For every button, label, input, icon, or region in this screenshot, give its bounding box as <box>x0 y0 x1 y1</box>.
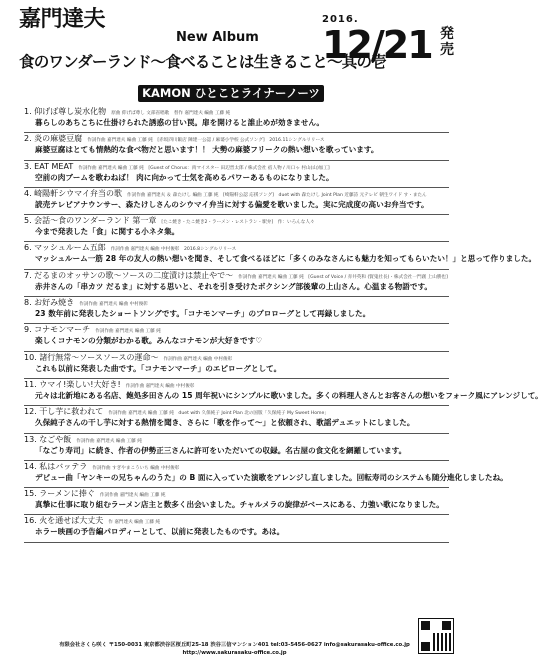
song-entry <box>24 325 449 352</box>
song-header <box>24 298 449 308</box>
song-entry <box>24 379 543 407</box>
divider <box>24 269 449 270</box>
divider <box>24 296 449 297</box>
divider <box>24 378 449 379</box>
song-header <box>24 407 449 417</box>
song-credits: 作詞作曲 嘉門達夫 編曲 中村俊彰 <box>163 356 233 362</box>
song-description: ホラー映画の予告編パロディーとして、以前に発表したものです。あは。 <box>35 527 285 537</box>
release-year: 2016. <box>322 14 359 25</box>
divider <box>24 160 449 161</box>
song-description: 今まで発表した「食」に関する小ネタ集。 <box>35 227 180 237</box>
song-title: 14. 私はバッテラ <box>24 461 88 471</box>
song-credits: 作詞作曲 嘉門達夫 編曲 中村俊彰 2016.8シングルリリース <box>110 247 237 253</box>
song-credits: 作詞作曲 嘉門達夫 編曲 工藤 純 [Guest of Chorus：肉マイスター 田辺晋太郎 / 株式会社 宿人物 / 川口ゃ 村山(山)加工] <box>78 165 330 171</box>
song-description: 久保純子さんの干し芋に対する熱情を聞き、さらに「歌を作って～」と依頼され、歌謡デュエットにしました。 <box>35 418 415 428</box>
divider <box>24 323 449 324</box>
song-description: マッシュルーム一筋 28 年の友人の熱い想いを聞き、そして食べるほどに「多くのみなさんにも魅力を知ってもらいたい！」と思って作りました。 <box>35 254 537 264</box>
song-credits: 作詞作曲 嘉門達夫 編曲 工藤 純 <box>99 493 166 499</box>
song-credits: 作詞作曲 すぎやまこういち 編曲 中村俊彰 <box>92 465 180 471</box>
song-description: これも以前に発表した曲です。「コナモンマーチ」のエピローグとして。 <box>35 363 282 373</box>
divider <box>24 460 449 461</box>
song-title: 10. 諸行無常～ソースソースの運命～ <box>24 352 159 362</box>
song-description: 23 数年前に発表したショートソングです。「コナモンマーチ」のプロローグとして再録しました。 <box>35 309 371 319</box>
song-header <box>24 271 449 281</box>
song-entry <box>24 435 449 462</box>
divider <box>24 132 449 133</box>
liner-notes-banner: KAMON ひとことライナーノーツ <box>138 85 324 102</box>
song-credits: 作詞作曲 嘉門達夫 編曲 工藤 純 [赤坂四川飯店 陳建一公認 / 麻婆小学校 公式ソング] 2016.11シングルリリース <box>87 138 325 144</box>
song-title: 2. 炎の麻婆豆腐 <box>24 134 83 144</box>
song-entry <box>24 107 449 134</box>
song-entry <box>24 216 449 243</box>
release-label: 発売 <box>440 26 454 58</box>
song-entry <box>24 489 449 516</box>
song-header <box>24 353 449 363</box>
song-credits: 原曲 仰げば尊し 文部省唱歌 替作 嘉門達夫 編曲 工藤 純 <box>111 111 231 116</box>
song-header <box>24 134 449 144</box>
footer-company: 有限会社さくら咲く <box>59 642 107 648</box>
footer-tel: tel:03-5456-0627 <box>270 642 322 648</box>
song-description: 麻婆豆腐はとても情熱的な食べ物だと思います！！ 大勢の麻婆フリークの熱い想いを歌っています。 <box>35 145 379 155</box>
song-credits: 作詞作曲 嘉門達夫 編曲 工藤 純 <box>76 438 142 444</box>
song-title: 13. なごや飯 <box>24 434 72 444</box>
song-entry <box>24 461 508 489</box>
song-description: 楽しくコナモンの分類がわかる歌。みんなコナモンが大好きです♡ <box>35 336 263 346</box>
song-title: 16. 火を通せば大丈夫 <box>24 516 104 526</box>
song-entry <box>24 243 537 270</box>
song-header <box>24 516 449 526</box>
artist-name: 嘉門達夫 <box>19 7 106 32</box>
song-title: 9. コナモンマーチ <box>24 325 91 335</box>
song-description: 元々は北新地にある名店、飽処多田さんの 15 周年祝いにシンプルに歌いました。多くの料理人さんとお客さんの想いをフォーク風にアレンジして。 <box>35 390 543 400</box>
song-credits: [たこ焼き・たこ焼き2・ラーメン・レストラン・駅弁] 作：いろんな人々 <box>161 220 315 226</box>
song-header <box>24 107 449 117</box>
song-title: 15. ラーメンに捧ぐ <box>24 489 95 499</box>
song-entry <box>24 353 449 380</box>
release-date: 12/21 <box>322 23 432 67</box>
song-entry <box>24 189 449 216</box>
song-entry <box>24 134 449 161</box>
song-header <box>24 462 449 472</box>
song-description: 「なごり寿司」に続き、作者の伊勢正三さんに許可をいただいての収録。名古屋の食文化を網羅しています。 <box>35 445 407 455</box>
song-title: 11. ウマイ!楽しい!大好き! <box>24 379 121 389</box>
song-credits: 作詞作曲 嘉門達夫 編曲 工藤 純 <box>95 329 161 335</box>
song-list <box>24 107 543 544</box>
song-description: デビュー曲「ヤンキーの兄ちゃんのうた」の B 面に入っていた演歌をアレンジし直しました。回転寿司のシステムも随分進化しましたね。 <box>35 472 508 482</box>
song-header <box>24 189 449 199</box>
song-title: 12. 干し芋に救われて <box>24 407 104 417</box>
divider <box>24 433 449 434</box>
song-description: 暮らしのあちこちに仕掛けられた誘惑の甘い罠。扉を開けると誰止めが効きません。 <box>35 118 325 127</box>
song-header <box>24 489 449 499</box>
song-title: 5. 会話～食のワンダーランド 第一章 <box>24 216 157 226</box>
song-header <box>24 216 449 226</box>
footer-url[interactable]: http://www.sakurasaku-office.co.jp <box>182 650 287 656</box>
song-title: 8. お好み焼き <box>24 298 75 308</box>
footer <box>0 641 469 657</box>
footer-address: 〒150-0031 東京都渋谷区桜丘町25-18 渋谷三信マンション401 <box>108 642 269 648</box>
song-header <box>24 435 449 445</box>
song-entry <box>24 516 449 543</box>
song-header <box>24 243 449 253</box>
song-entry <box>24 407 449 434</box>
song-description: 真摯に仕事に取り組むラーメン店主と数多く出会いました。チャルメラの旋律がベースにある、力強い歌になりました。 <box>35 500 444 510</box>
divider <box>24 351 449 352</box>
song-title: 1. 仰げば尊し炭水化物 <box>24 107 107 116</box>
album-title: 食のワンダーランド～食べることは生きること～其の壱 <box>19 53 386 71</box>
album-label: New Album <box>176 30 259 45</box>
song-credits: 作詞作曲 嘉門達夫 編曲 中村俊彰 <box>79 302 148 308</box>
song-header <box>24 380 449 390</box>
song-title: 4. 崎陽軒シウマイ弁当の歌 <box>24 188 123 198</box>
song-credits: 作詞作曲 嘉門達夫 編曲 工藤 純 [Guest of Voice / 赤井英和 (賢鬼社長)・株式会社一門創 上山勝也] <box>238 274 448 280</box>
song-description: 赤井さんの「串カツ だるま」に対する思いと、それを引き受けたボクシング部後輩の上山さん。心温まる物語です。 <box>35 281 433 291</box>
song-entry <box>24 162 449 189</box>
song-credits: 作詞作曲 嘉門達夫 編曲 工藤 純 duet with 久保純子 Joint Plan 北の国版「久保純子 My Sweet Home」 <box>108 411 329 417</box>
song-header <box>24 325 449 335</box>
song-entry <box>24 271 449 298</box>
song-title: 6. マッシュルーム五郎 <box>24 243 106 253</box>
song-credits: 作 嘉門達夫 編曲 工藤 純 <box>108 520 161 526</box>
song-description: 読売テレビアナウンサー、森たけしさんのシウマイ弁当に対する偏愛を歌いました。実に完成度の高いお弁当です。 <box>35 199 429 209</box>
song-title: 3. EAT MEAT <box>24 161 74 171</box>
divider <box>24 487 449 488</box>
song-credits: 作詞作曲 嘉門達夫 ＆ 森たけし 編曲 工藤 純 [崎陽軒公認 応援ソング] duet with 森たけし Joint Plan 近藤詩 元テレビ 朝生ワイド す・またん <box>127 192 427 198</box>
divider <box>24 542 449 543</box>
footer-email[interactable]: info@sakurasaku-office.co.jp <box>323 642 410 648</box>
song-credits: 作詞作曲 嘉門達夫 編曲 中村俊彰 <box>125 383 195 389</box>
divider <box>24 187 449 188</box>
song-description: 空前の肉ブームを歌わねば！ 肉に向かって士気を高めるパワーあるものになりました。 <box>35 172 334 182</box>
song-title: 7. だるまのオッサンの歌～ソースの二度漬けは禁止やで～ <box>24 270 234 280</box>
song-header <box>24 162 449 172</box>
song-entry <box>24 298 449 325</box>
